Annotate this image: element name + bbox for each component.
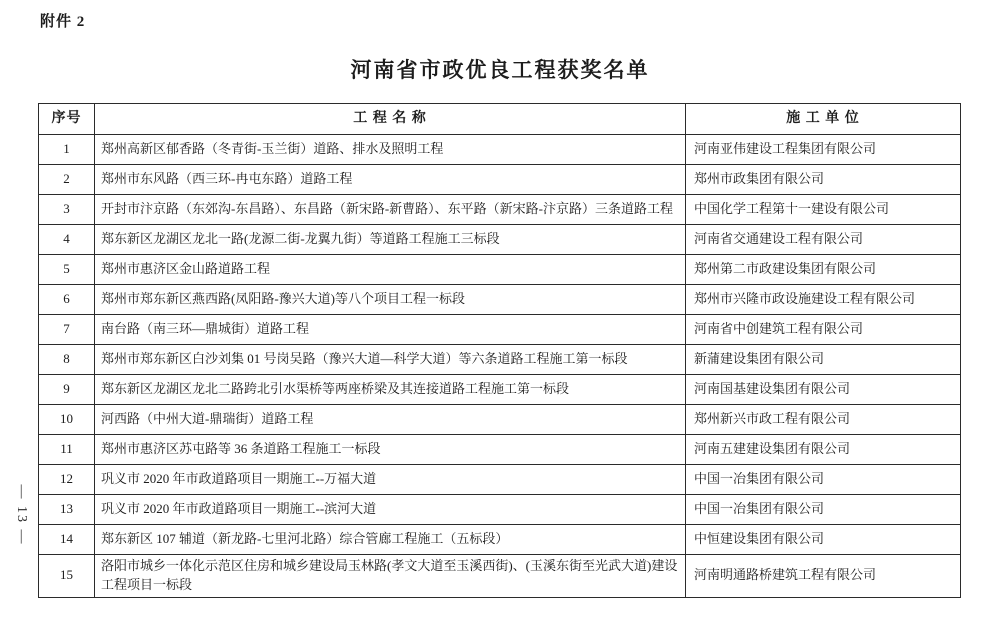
table-row xyxy=(39,165,961,195)
row-number-cell: 10 xyxy=(39,405,95,435)
row-number-cell: 14 xyxy=(39,525,95,555)
company-cell: 河南省交通建设工程有限公司 xyxy=(686,225,961,255)
table-row xyxy=(39,135,961,165)
company-cell: 河南省中创建筑工程有限公司 xyxy=(686,315,961,345)
project-name-cell: 巩义市 2020 年市政道路项目一期施工--万福大道 xyxy=(95,465,686,495)
table-row xyxy=(39,525,961,555)
project-name-cell: 郑东新区龙湖区龙北一路(龙源二街-龙翼九街）等道路工程施工三标段 xyxy=(95,225,686,255)
project-name-cell: 南台路（南三环—鼎城街）道路工程 xyxy=(95,315,686,345)
row-number-cell: 13 xyxy=(39,495,95,525)
row-number-cell: 11 xyxy=(39,435,95,465)
project-name-cell: 郑东新区 107 辅道（新龙路-七里河北路）综合管廊工程施工（五标段） xyxy=(95,525,686,555)
page-number: — 13 — xyxy=(14,484,29,546)
company-cell: 郑州第二市政建设集团有限公司 xyxy=(686,255,961,285)
project-name-cell: 郑东新区龙湖区龙北二路跨北引水渠桥等两座桥梁及其连接道路工程施工第一标段 xyxy=(95,375,686,405)
column-header-number: 序号 xyxy=(39,104,95,135)
project-name-cell: 郑州市东风路（西三环-冉屯东路）道路工程 xyxy=(95,165,686,195)
table-header-row xyxy=(39,104,961,135)
company-cell: 郑州市政集团有限公司 xyxy=(686,165,961,195)
table-row xyxy=(39,285,961,315)
table-row xyxy=(39,225,961,255)
table-row xyxy=(39,315,961,345)
row-number-cell: 3 xyxy=(39,195,95,225)
table-row xyxy=(39,495,961,525)
company-cell: 中国化学工程第十一建设有限公司 xyxy=(686,195,961,225)
page-title: 河南省市政优良工程获奖名单 xyxy=(350,58,650,82)
project-name-cell: 开封市汴京路（东郊沟-东昌路）、东昌路（新宋路-新曹路）、东平路（新宋路-汴京路）三条道路工程 xyxy=(95,195,686,225)
row-number-cell: 15 xyxy=(39,555,95,598)
table-row xyxy=(39,465,961,495)
table-row xyxy=(39,195,961,225)
company-cell: 河南国基建设集团有限公司 xyxy=(686,375,961,405)
project-name-cell: 洛阳市城乡一体化示范区住房和城乡建设局玉林路(孝文大道至玉溪西街)、(玉溪东街至光武大道)建设工程项目一标段 xyxy=(95,555,686,598)
table-row xyxy=(39,345,961,375)
project-name-cell: 郑州市郑东新区燕西路(凤阳路-豫兴大道)等八个项目工程一标段 xyxy=(95,285,686,315)
table-row xyxy=(39,555,961,598)
row-number-cell: 12 xyxy=(39,465,95,495)
project-name-cell: 郑州市惠济区金山路道路工程 xyxy=(95,255,686,285)
company-cell: 中国一冶集团有限公司 xyxy=(686,465,961,495)
company-cell: 中恒建设集团有限公司 xyxy=(686,525,961,555)
company-cell: 郑州市兴隆市政设施建设工程有限公司 xyxy=(686,285,961,315)
row-number-cell: 9 xyxy=(39,375,95,405)
project-name-cell: 郑州市惠济区苏屯路等 36 条道路工程施工一标段 xyxy=(95,435,686,465)
table-row xyxy=(39,375,961,405)
row-number-cell: 6 xyxy=(39,285,95,315)
project-name-cell: 郑州市郑东新区白沙刘集 01 号岗吴路（豫兴大道—科学大道）等六条道路工程施工第一标段 xyxy=(95,345,686,375)
project-name-cell: 巩义市 2020 年市政道路项目一期施工--滨河大道 xyxy=(95,495,686,525)
company-cell: 中国一冶集团有限公司 xyxy=(686,495,961,525)
company-cell: 河南明通路桥建筑工程有限公司 xyxy=(686,555,961,598)
table-row xyxy=(39,435,961,465)
table-row xyxy=(39,255,961,285)
row-number-cell: 5 xyxy=(39,255,95,285)
row-number-cell: 7 xyxy=(39,315,95,345)
row-number-cell: 1 xyxy=(39,135,95,165)
column-header-project: 工 程 名 称 xyxy=(95,104,686,135)
project-name-cell: 郑州高新区郁香路（冬青街-玉兰街）道路、排水及照明工程 xyxy=(95,135,686,165)
column-header-company: 施 工 单 位 xyxy=(686,104,961,135)
row-number-cell: 4 xyxy=(39,225,95,255)
row-number-cell: 2 xyxy=(39,165,95,195)
award-table xyxy=(38,103,961,598)
company-cell: 河南亚伟建设工程集团有限公司 xyxy=(686,135,961,165)
company-cell: 郑州新兴市政工程有限公司 xyxy=(686,405,961,435)
project-name-cell: 河西路（中州大道-鼎瑞街）道路工程 xyxy=(95,405,686,435)
table-row xyxy=(39,405,961,435)
row-number-cell: 8 xyxy=(39,345,95,375)
attachment-label: 附件 2 xyxy=(40,14,86,30)
company-cell: 新蒲建设集团有限公司 xyxy=(686,345,961,375)
company-cell: 河南五建建设集团有限公司 xyxy=(686,435,961,465)
